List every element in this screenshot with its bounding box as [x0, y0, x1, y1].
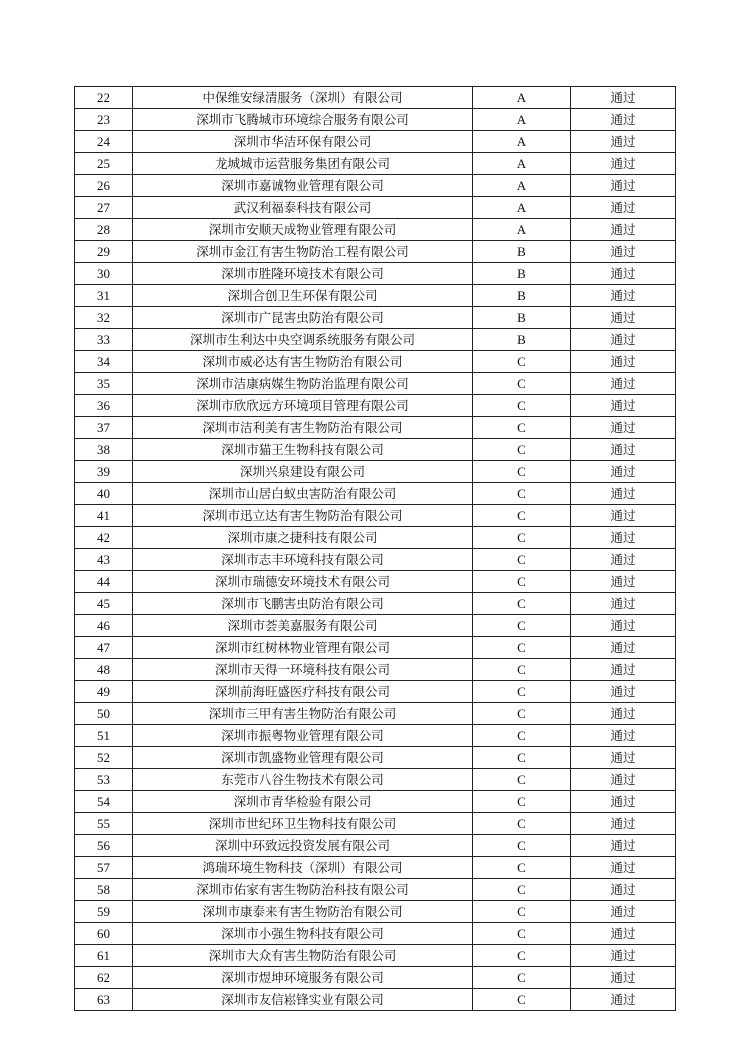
- company-name: 深圳市红树林物业管理有限公司: [133, 637, 473, 659]
- table-row: [75, 879, 676, 901]
- row-number: 46: [75, 615, 133, 637]
- grade-level: B: [473, 285, 571, 307]
- company-name: 深圳市世纪环卫生物科技有限公司: [133, 813, 473, 835]
- row-number: 56: [75, 835, 133, 857]
- company-name: 深圳市山居白蚁虫害防治有限公司: [133, 483, 473, 505]
- row-number: 54: [75, 791, 133, 813]
- company-name: 深圳市小强生物科技有限公司: [133, 923, 473, 945]
- review-result: 通过: [571, 945, 676, 967]
- grade-level: C: [473, 945, 571, 967]
- table-row: [75, 989, 676, 1011]
- grade-level: C: [473, 857, 571, 879]
- company-name: 龙城城市运营服务集团有限公司: [133, 153, 473, 175]
- grade-level: C: [473, 461, 571, 483]
- table-row: [75, 813, 676, 835]
- grade-level: C: [473, 527, 571, 549]
- row-number: 52: [75, 747, 133, 769]
- review-result: 通过: [571, 879, 676, 901]
- grade-level: C: [473, 747, 571, 769]
- table-row: [75, 747, 676, 769]
- row-number: 39: [75, 461, 133, 483]
- table-row: [75, 769, 676, 791]
- row-number: 41: [75, 505, 133, 527]
- review-result: 通过: [571, 813, 676, 835]
- row-number: 24: [75, 131, 133, 153]
- grade-level: C: [473, 615, 571, 637]
- row-number: 62: [75, 967, 133, 989]
- review-result: 通过: [571, 681, 676, 703]
- review-result: 通过: [571, 153, 676, 175]
- review-result: 通过: [571, 329, 676, 351]
- table-row: [75, 857, 676, 879]
- grade-level: C: [473, 813, 571, 835]
- grade-level: C: [473, 483, 571, 505]
- review-result: 通过: [571, 241, 676, 263]
- table-row: [75, 307, 676, 329]
- review-result: 通过: [571, 131, 676, 153]
- table-row: [75, 87, 676, 109]
- company-name: 深圳市广昆害虫防治有限公司: [133, 307, 473, 329]
- table-row: [75, 571, 676, 593]
- company-name: 深圳市振粤物业管理有限公司: [133, 725, 473, 747]
- table-row: [75, 219, 676, 241]
- company-name: 深圳前海旺盛医疗科技有限公司: [133, 681, 473, 703]
- grade-level: C: [473, 505, 571, 527]
- company-name: 深圳市煜坤环境服务有限公司: [133, 967, 473, 989]
- review-result: 通过: [571, 791, 676, 813]
- row-number: 26: [75, 175, 133, 197]
- table-row: [75, 395, 676, 417]
- table-row: [75, 725, 676, 747]
- review-result: 通过: [571, 637, 676, 659]
- table-row: [75, 175, 676, 197]
- table-row: [75, 637, 676, 659]
- table-row: [75, 835, 676, 857]
- row-number: 38: [75, 439, 133, 461]
- company-name: 武汉利福泰科技有限公司: [133, 197, 473, 219]
- review-result: 通过: [571, 527, 676, 549]
- table-row: [75, 109, 676, 131]
- grade-level: A: [473, 131, 571, 153]
- review-result: 通过: [571, 659, 676, 681]
- grade-level: C: [473, 791, 571, 813]
- grade-level: C: [473, 681, 571, 703]
- table-row: [75, 153, 676, 175]
- table-row: [75, 329, 676, 351]
- review-result: 通过: [571, 615, 676, 637]
- company-name: 深圳市瑞德安环境技术有限公司: [133, 571, 473, 593]
- company-name: 深圳兴泉建设有限公司: [133, 461, 473, 483]
- grade-level: C: [473, 923, 571, 945]
- grade-level: A: [473, 153, 571, 175]
- review-result: 通过: [571, 483, 676, 505]
- grade-level: C: [473, 395, 571, 417]
- row-number: 44: [75, 571, 133, 593]
- grade-level: C: [473, 725, 571, 747]
- review-result: 通过: [571, 747, 676, 769]
- company-name: 深圳市洁利美有害生物防治有限公司: [133, 417, 473, 439]
- row-number: 51: [75, 725, 133, 747]
- company-name: 深圳市胜隆环境技术有限公司: [133, 263, 473, 285]
- review-result: 通过: [571, 417, 676, 439]
- review-result: 通过: [571, 725, 676, 747]
- review-result: 通过: [571, 901, 676, 923]
- row-number: 42: [75, 527, 133, 549]
- company-name: 深圳市欣欣远方环境项目管理有限公司: [133, 395, 473, 417]
- review-result: 通过: [571, 549, 676, 571]
- row-number: 48: [75, 659, 133, 681]
- grade-level: B: [473, 263, 571, 285]
- row-number: 33: [75, 329, 133, 351]
- grade-level: C: [473, 703, 571, 725]
- table-row: [75, 901, 676, 923]
- table-row: [75, 615, 676, 637]
- company-name: 深圳市金江有害生物防治工程有限公司: [133, 241, 473, 263]
- grade-level: C: [473, 901, 571, 923]
- table-row: [75, 549, 676, 571]
- review-result: 通过: [571, 989, 676, 1011]
- table-row: [75, 483, 676, 505]
- grade-level: A: [473, 197, 571, 219]
- row-number: 45: [75, 593, 133, 615]
- review-result: 通过: [571, 219, 676, 241]
- row-number: 32: [75, 307, 133, 329]
- row-number: 47: [75, 637, 133, 659]
- row-number: 58: [75, 879, 133, 901]
- grade-level: C: [473, 769, 571, 791]
- row-number: 22: [75, 87, 133, 109]
- row-number: 34: [75, 351, 133, 373]
- company-name: 深圳市友信崧锋实业有限公司: [133, 989, 473, 1011]
- company-name: 中保维安绿清服务（深圳）有限公司: [133, 87, 473, 109]
- row-number: 43: [75, 549, 133, 571]
- grade-level: C: [473, 373, 571, 395]
- review-result: 通过: [571, 285, 676, 307]
- review-result: 通过: [571, 769, 676, 791]
- row-number: 53: [75, 769, 133, 791]
- review-result: 通过: [571, 703, 676, 725]
- review-result: 通过: [571, 109, 676, 131]
- review-result: 通过: [571, 307, 676, 329]
- company-name: 深圳中环致远投资发展有限公司: [133, 835, 473, 857]
- company-name: 深圳市飞鹏害虫防治有限公司: [133, 593, 473, 615]
- review-result: 通过: [571, 857, 676, 879]
- company-name: 深圳市凯盛物业管理有限公司: [133, 747, 473, 769]
- grade-level: C: [473, 351, 571, 373]
- review-result: 通过: [571, 967, 676, 989]
- grade-level: C: [473, 835, 571, 857]
- row-number: 61: [75, 945, 133, 967]
- company-name: 深圳市天得一环境科技有限公司: [133, 659, 473, 681]
- review-result: 通过: [571, 197, 676, 219]
- review-result: 通过: [571, 87, 676, 109]
- company-name: 深圳市康泰来有害生物防治有限公司: [133, 901, 473, 923]
- grade-level: B: [473, 307, 571, 329]
- grade-level: C: [473, 439, 571, 461]
- grade-level: C: [473, 989, 571, 1011]
- table-row: [75, 923, 676, 945]
- row-number: 29: [75, 241, 133, 263]
- row-number: 57: [75, 857, 133, 879]
- grade-level: A: [473, 219, 571, 241]
- row-number: 35: [75, 373, 133, 395]
- review-result: 通过: [571, 439, 676, 461]
- grade-level: A: [473, 109, 571, 131]
- company-name: 深圳市大众有害生物防治有限公司: [133, 945, 473, 967]
- table-row: [75, 527, 676, 549]
- company-name: 深圳市青华检验有限公司: [133, 791, 473, 813]
- row-number: 55: [75, 813, 133, 835]
- company-name: 深圳市洁康病媒生物防治监理有限公司: [133, 373, 473, 395]
- table-row: [75, 241, 676, 263]
- table-row: [75, 967, 676, 989]
- row-number: 50: [75, 703, 133, 725]
- grade-level: C: [473, 593, 571, 615]
- review-result: 通过: [571, 373, 676, 395]
- row-number: 40: [75, 483, 133, 505]
- company-name: 深圳市三甲有害生物防治有限公司: [133, 703, 473, 725]
- table-row: [75, 373, 676, 395]
- table-row: [75, 197, 676, 219]
- row-number: 36: [75, 395, 133, 417]
- row-number: 30: [75, 263, 133, 285]
- row-number: 49: [75, 681, 133, 703]
- table-row: [75, 285, 676, 307]
- row-number: 27: [75, 197, 133, 219]
- table-body: [75, 87, 676, 1011]
- row-number: 63: [75, 989, 133, 1011]
- review-result: 通过: [571, 571, 676, 593]
- company-name: 深圳市飞腾城市环境综合服务有限公司: [133, 109, 473, 131]
- table-row: [75, 703, 676, 725]
- table-row: [75, 131, 676, 153]
- row-number: 23: [75, 109, 133, 131]
- table-row: [75, 439, 676, 461]
- row-number: 37: [75, 417, 133, 439]
- company-name: 深圳市安顺天成物业管理有限公司: [133, 219, 473, 241]
- row-number: 60: [75, 923, 133, 945]
- grade-level: C: [473, 879, 571, 901]
- grade-level: C: [473, 417, 571, 439]
- review-result: 通过: [571, 395, 676, 417]
- company-name: 深圳市猫王生物科技有限公司: [133, 439, 473, 461]
- grade-level: C: [473, 637, 571, 659]
- grade-level: A: [473, 87, 571, 109]
- grade-level: C: [473, 549, 571, 571]
- grade-level: C: [473, 571, 571, 593]
- review-result: 通过: [571, 461, 676, 483]
- table-row: [75, 505, 676, 527]
- company-name: 深圳市迅立达有害生物防治有限公司: [133, 505, 473, 527]
- grade-level: A: [473, 175, 571, 197]
- grade-level: C: [473, 659, 571, 681]
- row-number: 31: [75, 285, 133, 307]
- table-row: [75, 945, 676, 967]
- company-name: 深圳合创卫生环保有限公司: [133, 285, 473, 307]
- company-name: 深圳市志丰环境科技有限公司: [133, 549, 473, 571]
- company-name: 深圳市威必达有害生物防治有限公司: [133, 351, 473, 373]
- table-row: [75, 461, 676, 483]
- company-name: 深圳市荟美嘉服务有限公司: [133, 615, 473, 637]
- row-number: 59: [75, 901, 133, 923]
- company-name: 深圳市嘉诚物业管理有限公司: [133, 175, 473, 197]
- company-name: 东莞市八谷生物技术有限公司: [133, 769, 473, 791]
- company-name: 深圳市华洁环保有限公司: [133, 131, 473, 153]
- grade-level: B: [473, 241, 571, 263]
- company-name: 深圳市佑家有害生物防治科技有限公司: [133, 879, 473, 901]
- company-review-table: [74, 86, 676, 1011]
- table-row: [75, 659, 676, 681]
- company-name: 鸿瑞环境生物科技（深圳）有限公司: [133, 857, 473, 879]
- review-result: 通过: [571, 351, 676, 373]
- table-row: [75, 417, 676, 439]
- row-number: 25: [75, 153, 133, 175]
- table-row: [75, 593, 676, 615]
- review-result: 通过: [571, 505, 676, 527]
- table-row: [75, 681, 676, 703]
- table-row: [75, 263, 676, 285]
- grade-level: B: [473, 329, 571, 351]
- table-row: [75, 351, 676, 373]
- review-result: 通过: [571, 593, 676, 615]
- table-row: [75, 791, 676, 813]
- review-result: 通过: [571, 835, 676, 857]
- review-result: 通过: [571, 175, 676, 197]
- company-name: 深圳市生利达中央空调系统服务有限公司: [133, 329, 473, 351]
- company-name: 深圳市康之捷科技有限公司: [133, 527, 473, 549]
- review-result: 通过: [571, 263, 676, 285]
- grade-level: C: [473, 967, 571, 989]
- row-number: 28: [75, 219, 133, 241]
- review-result: 通过: [571, 923, 676, 945]
